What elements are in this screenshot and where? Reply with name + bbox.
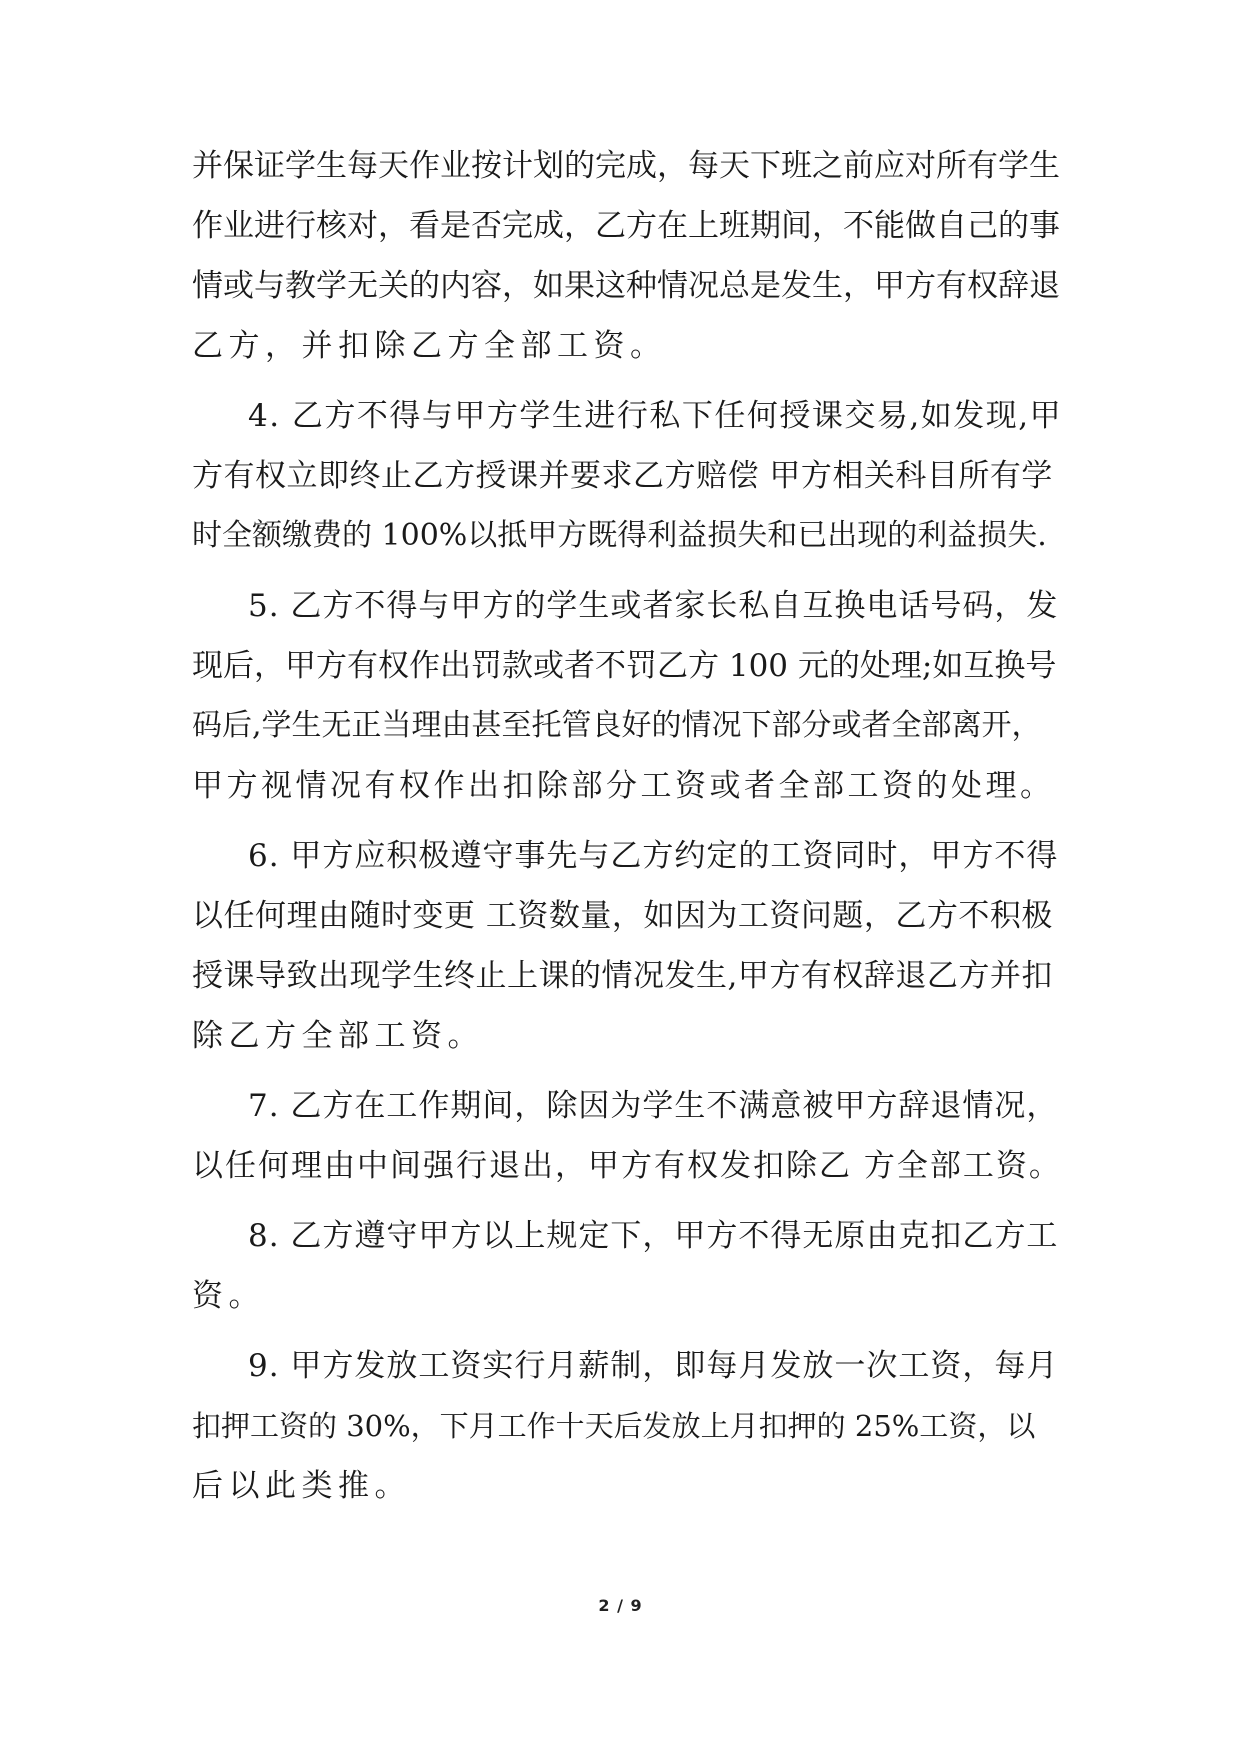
text-line: 以任何理由随时变更 工资数量，如因为工资问题，乙方不积极: [192, 898, 1053, 934]
text-line: 方有权立即终止乙方授课并要求乙方赔偿 甲方相关科目所有学: [192, 458, 1053, 494]
text-line: 后以此类推。: [192, 1468, 411, 1504]
text-line: 资。: [192, 1278, 265, 1314]
text-line: 时全额缴费的 100%以抵甲方既得利益损失和已出现的利益损失.: [192, 518, 1047, 553]
clause-6-first-line: 6. 甲方应积极遵守事先与乙方约定的工资同时，甲方不得: [248, 838, 1059, 874]
clause-5-first-line: 5. 乙方不得与甲方的学生或者家长私自互换电话号码，发: [248, 588, 1059, 624]
text-line: 乙方，并扣除乙方全部工资。: [192, 328, 667, 364]
text-line: 码后,学生无正当理由甚至托管良好的情况下部分或者全部离开，: [192, 708, 1042, 743]
text-line: 甲方视情况有权作出扣除部分工资或者全部工资的处理。: [192, 768, 1055, 804]
clause-8-first-line: 8. 乙方遵守甲方以上规定下，甲方不得无原由克扣乙方工: [248, 1218, 1059, 1254]
text-line: 情或与教学无关的内容，如果这种情况总是发生，甲方有权辞退: [192, 268, 1060, 304]
clause-7-first-line: 7. 乙方在工作期间，除因为学生不满意被甲方辞退情况，: [248, 1088, 1059, 1124]
text-line: 作业进行核对，看是否完成，乙方在上班期间，不能做自己的事: [192, 208, 1060, 244]
clause-9-first-line: 9. 甲方发放工资实行月薪制，即每月发放一次工资，每月: [248, 1348, 1059, 1384]
text-line: 除乙方全部工资。: [192, 1018, 484, 1054]
text-line: 并保证学生每天作业按计划的完成，每天下班之前应对所有学生: [192, 148, 1060, 184]
page-number: 2 / 9: [598, 1596, 643, 1615]
text-line: 扣押工资的 30%，下月工作十天后发放上月扣押的 25%工资，以: [192, 1409, 1036, 1443]
clause-4-first-line: 4. 乙方不得与甲方学生进行私下任何授课交易,如发现,甲: [248, 398, 1063, 434]
text-line: 现后，甲方有权作出罚款或者不罚乙方 100 元的处理;如互换号: [192, 648, 1057, 684]
text-line: 授课导致出现学生终止上课的情况发生,甲方有权辞退乙方并扣: [192, 958, 1053, 994]
text-line: 以任何理由中间强行退出，甲方有权发扣除乙 方全部工资。: [192, 1148, 1062, 1184]
